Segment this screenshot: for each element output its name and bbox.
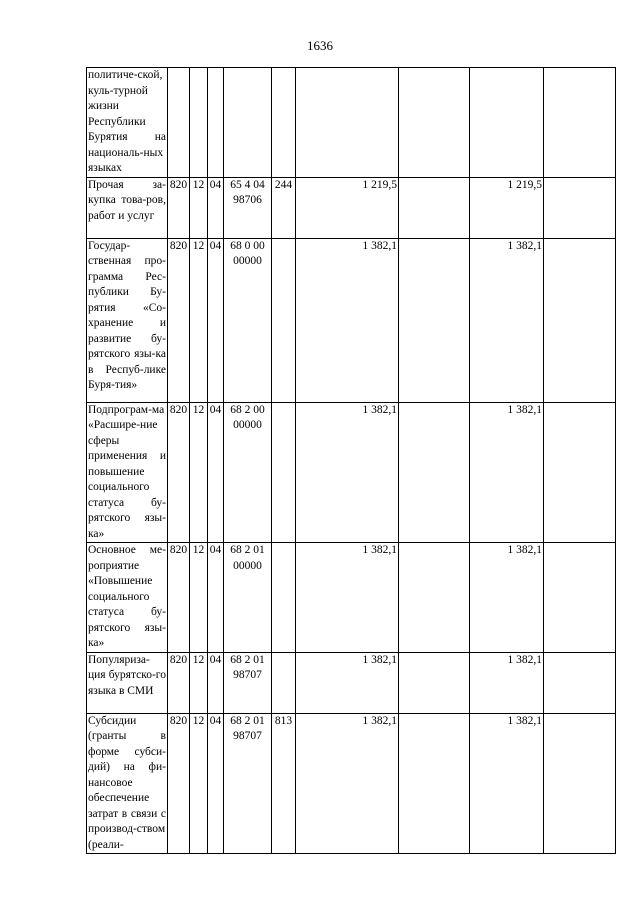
row-vr xyxy=(272,402,296,543)
row-pr: 04 xyxy=(208,402,224,543)
row-gr xyxy=(168,68,190,178)
row-sum-4 xyxy=(544,177,616,238)
row-sum-2 xyxy=(399,177,470,238)
row-sum-2 xyxy=(399,713,470,854)
row-vr: 813 xyxy=(272,713,296,854)
row-sum-3: 1 382,1 xyxy=(470,652,544,713)
row-sum-4 xyxy=(544,68,616,178)
row-sum-3 xyxy=(470,68,544,178)
table-row xyxy=(87,177,616,238)
row-gr: 820 xyxy=(168,713,190,854)
row-name: Подпрограм-ма «Расшире-ние сферы применения и повышение социального статуса бу-рятского язы-ка» xyxy=(87,402,168,543)
row-sum-4 xyxy=(544,543,616,653)
table-row xyxy=(87,238,616,402)
row-cs xyxy=(224,68,272,178)
row-sum-1: 1 382,1 xyxy=(296,652,399,713)
row-pr: 04 xyxy=(208,543,224,653)
row-pr xyxy=(208,68,224,178)
row-cs: 68 2 00 00000 xyxy=(224,402,272,543)
row-rz: 12 xyxy=(190,402,208,543)
row-rz: 12 xyxy=(190,238,208,402)
row-name: Основное ме-роприятие «Повышение социального статуса бу-рятского язы-ка» xyxy=(87,543,168,653)
budget-table xyxy=(86,67,616,854)
row-sum-2 xyxy=(399,238,470,402)
row-vr xyxy=(272,543,296,653)
row-rz: 12 xyxy=(190,177,208,238)
page-number: 1636 xyxy=(307,38,333,53)
row-vr xyxy=(272,652,296,713)
row-cs: 68 0 00 00000 xyxy=(224,238,272,402)
row-pr: 04 xyxy=(208,652,224,713)
row-name: Популяриза-ция бурятско-го языка в СМИ xyxy=(87,652,168,713)
table-row xyxy=(87,68,616,178)
row-rz xyxy=(190,68,208,178)
row-rz: 12 xyxy=(190,652,208,713)
row-gr: 820 xyxy=(168,402,190,543)
row-sum-3: 1 382,1 xyxy=(470,402,544,543)
table-row xyxy=(87,652,616,713)
row-cs: 68 2 01 98707 xyxy=(224,652,272,713)
row-name: Прочая за-купка това-ров, работ и услуг xyxy=(87,177,168,238)
row-rz: 12 xyxy=(190,713,208,854)
row-gr: 820 xyxy=(168,177,190,238)
row-sum-4 xyxy=(544,238,616,402)
row-sum-1: 1 382,1 xyxy=(296,543,399,653)
row-sum-4 xyxy=(544,713,616,854)
row-pr: 04 xyxy=(208,238,224,402)
row-vr xyxy=(272,68,296,178)
row-gr: 820 xyxy=(168,238,190,402)
row-cs: 65 4 04 98706 xyxy=(224,177,272,238)
row-sum-2 xyxy=(399,543,470,653)
row-vr: 244 xyxy=(272,177,296,238)
row-name: политиче-ской, куль-турной жизни Республики Бурятия на националь-ных языках xyxy=(87,68,168,178)
row-gr: 820 xyxy=(168,652,190,713)
row-rz: 12 xyxy=(190,543,208,653)
row-cs: 68 2 01 00000 xyxy=(224,543,272,653)
table-row xyxy=(87,713,616,854)
row-sum-2 xyxy=(399,652,470,713)
row-sum-1: 1 382,1 xyxy=(296,713,399,854)
row-sum-1: 1 219,5 xyxy=(296,177,399,238)
row-sum-3: 1 382,1 xyxy=(470,543,544,653)
row-sum-1: 1 382,1 xyxy=(296,238,399,402)
row-vr xyxy=(272,238,296,402)
row-sum-1 xyxy=(296,68,399,178)
row-sum-3: 1 382,1 xyxy=(470,713,544,854)
row-name: Государ-ственная про-грамма Рес-публики Бу-рятия «Со-хранение и развитие бу-рятского язы-ка в Респуб-лике Буря-тия» xyxy=(87,238,168,402)
row-gr: 820 xyxy=(168,543,190,653)
row-name: Субсидии (гранты в форме субси-дий) на фи-нансовое обеспечение затрат в связи с производ-ством (реали- xyxy=(87,713,168,854)
row-pr: 04 xyxy=(208,713,224,854)
row-sum-4 xyxy=(544,652,616,713)
row-cs: 68 2 01 98707 xyxy=(224,713,272,854)
row-sum-3: 1 382,1 xyxy=(470,238,544,402)
row-sum-1: 1 382,1 xyxy=(296,402,399,543)
row-sum-4 xyxy=(544,402,616,543)
row-sum-3: 1 219,5 xyxy=(470,177,544,238)
row-sum-2 xyxy=(399,402,470,543)
row-pr: 04 xyxy=(208,177,224,238)
table-row xyxy=(87,402,616,543)
row-sum-2 xyxy=(399,68,470,178)
table-row xyxy=(87,543,616,653)
